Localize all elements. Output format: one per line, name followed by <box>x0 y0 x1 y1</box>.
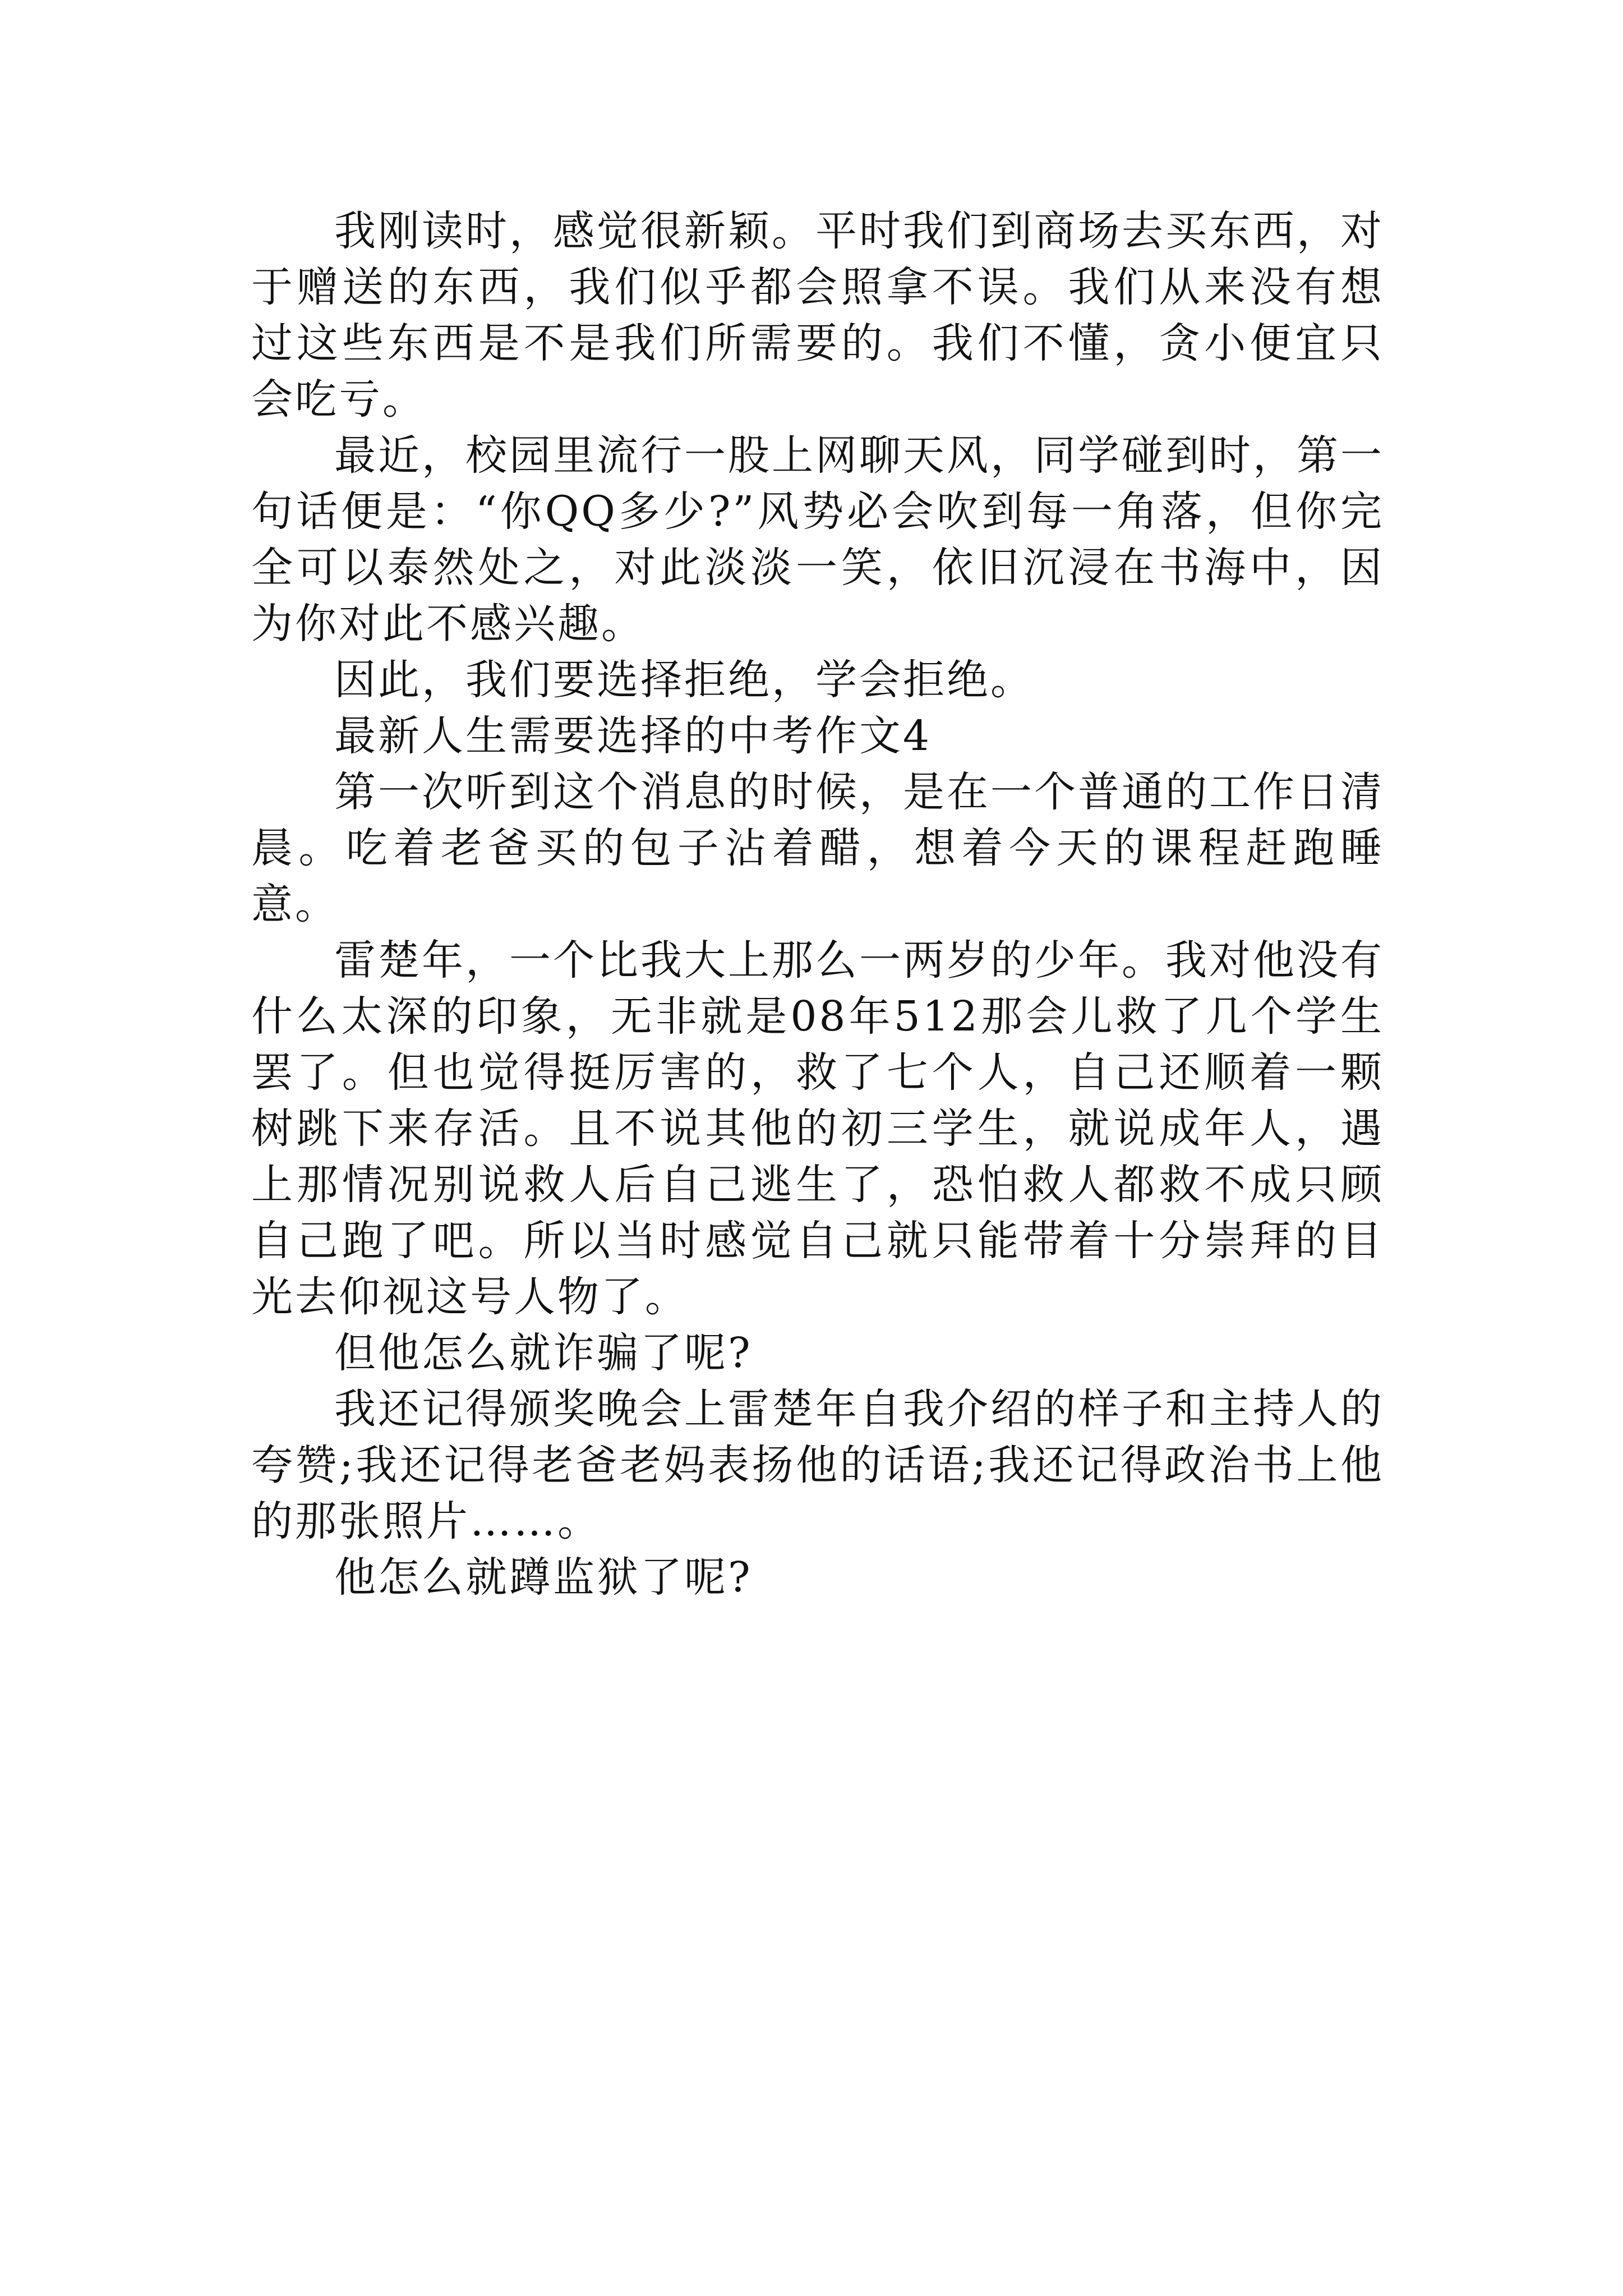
paragraph: 因此，我们要选择拒绝，学会拒绝。 <box>334 656 1034 704</box>
paragraph: 我还记得颁奖晚会上雷楚年自我介绍的样子和主持人的夸赞;我还记得老爸老妈表扬他的话语;我还记得政治书上他的那张照片……。 <box>251 1385 1384 1545</box>
paragraph: 第一次听到这个消息的时候，是在一个普通的工作日清晨。吃着老爸买的包子沾着醋，想着今天的课程赶跑睡意。 <box>251 768 1384 928</box>
paragraph: 但他怎么就诈骗了呢? <box>334 1329 753 1377</box>
document-body <box>251 203 1384 1605</box>
section-heading: 最新人生需要选择的中考作文4 <box>334 712 932 760</box>
paragraph: 他怎么就蹲监狱了呢? <box>334 1553 753 1602</box>
paragraph: 最近，校园里流行一股上网聊天风，同学碰到时，第一句话便是：“你QQ多少?”风势必会吹到每一角落，但你完全可以泰然处之，对此淡淡一笑，依旧沉浸在书海中，因为你对此不感兴趣。 <box>251 431 1384 648</box>
paragraph: 我刚读时，感觉很新颖。平时我们到商场去买东西，对于赠送的东西，我们似乎都会照拿不误。我们从来没有想过这些东西是不是我们所需要的。我们不懂，贪小便宜只会吃亏。 <box>251 207 1384 424</box>
paragraph: 雷楚年，一个比我大上那么一两岁的少年。我对他没有什么太深的印象，无非就是08年512那会儿救了几个学生罢了。但也觉得挺厉害的，救了七个人，自己还顺着一颗树跳下来存活。且不说其他的初三学生，就说成年人，遇上那情况别说救人后自己逃生了，恐怕救人都救不成只顾自己跑了吧。所以当时感觉自己就只能带着十分崇拜的目光去仰视这号人物了。 <box>251 936 1384 1321</box>
